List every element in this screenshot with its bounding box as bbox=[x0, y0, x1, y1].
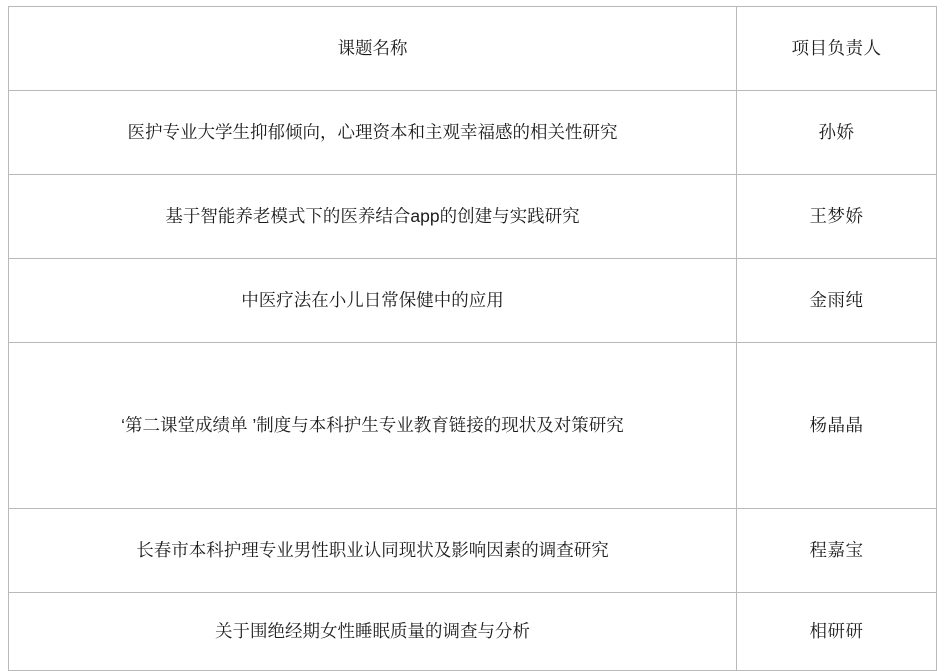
project-leader: 程嘉宝 bbox=[737, 509, 937, 593]
table-row bbox=[9, 259, 937, 343]
research-projects-table bbox=[8, 6, 937, 671]
project-title: ‘第二课堂成绩单 ’制度与本科护生专业教育链接的现状及对策研究 bbox=[9, 343, 737, 509]
column-header-title: 课题名称 bbox=[9, 7, 737, 91]
table-row bbox=[9, 91, 937, 175]
project-title: 长春市本科护理专业男性职业认同现状及影响因素的调查研究 bbox=[9, 509, 737, 593]
table-row bbox=[9, 509, 937, 593]
column-header-leader: 项目负责人 bbox=[737, 7, 937, 91]
project-leader: 杨晶晶 bbox=[737, 343, 937, 509]
project-leader: 金雨纯 bbox=[737, 259, 937, 343]
project-leader: 王梦娇 bbox=[737, 175, 937, 259]
project-title: 关于围绝经期女性睡眠质量的调查与分析 bbox=[9, 593, 737, 671]
project-title: 中医疗法在小儿日常保健中的应用 bbox=[9, 259, 737, 343]
project-title: 医护专业大学生抑郁倾向，心理资本和主观幸福感的相关性研究 bbox=[9, 91, 737, 175]
project-leader: 孙娇 bbox=[737, 91, 937, 175]
table-row bbox=[9, 175, 937, 259]
table-header-row bbox=[9, 7, 937, 91]
table-row bbox=[9, 593, 937, 671]
project-leader: 相研研 bbox=[737, 593, 937, 671]
table-row bbox=[9, 343, 937, 509]
project-title: 基于智能养老模式下的医养结合app的创建与实践研究 bbox=[9, 175, 737, 259]
